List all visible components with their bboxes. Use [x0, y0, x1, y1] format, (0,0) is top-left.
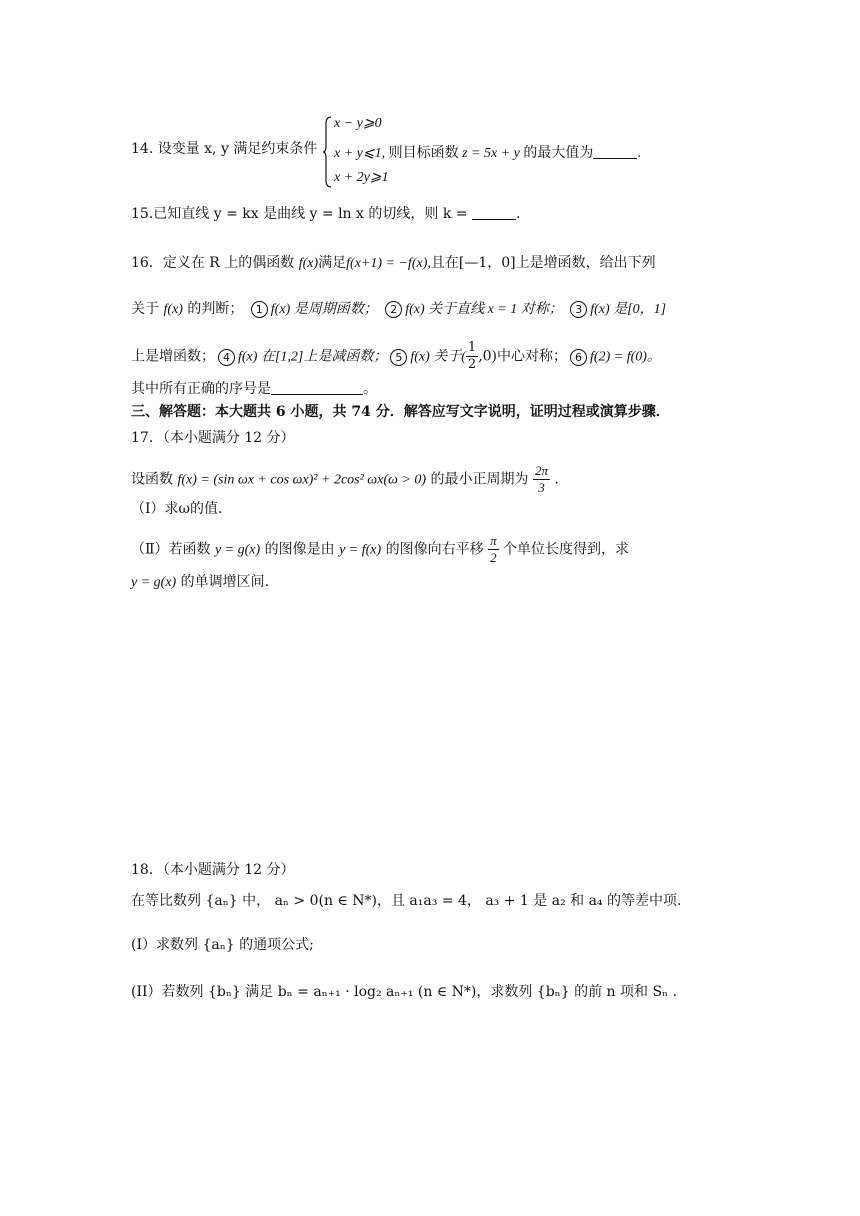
q16-line-2: 关于 f(x) 的判断； 1 f(x) 是周期函数； 2 f(x) 关于直线 x = 1 对称； 3 f(x) 是[0，1] [131, 301, 667, 317]
q16-line-3: 上是增函数； 4 f(x) 在[1,2]上是减函数； 5 f(x) 关于( $\frac{1}{2}$ ,0)中心对称； 6 f(2) = f(0)。 [131, 340, 661, 372]
q14-objective: z = 5x + y [462, 146, 520, 161]
q14-mid: 则目标函数 [388, 145, 459, 161]
q14-answer-blank[interactable] [593, 158, 637, 159]
q18-part-1: (I）求数列 {aₙ} 的通项公式; [131, 937, 314, 953]
q16-line-1: 16．定义在 R 上的偶函数 f(x)满足f(x+1) = −f(x),且在[—1，0]上是增函数，给出下列 [131, 255, 656, 271]
circled-6-icon: 6 [570, 349, 587, 366]
q17-title: 17．（本小题满分 12 分） [131, 430, 295, 446]
q18-statement: 在等比数列 {aₙ} 中， aₙ > 0(n ∈ N*)，且 a₁a₃ = 4， a₃ + 1 是 a₂ 和 a₄ 的等差中项. [131, 893, 682, 909]
circled-5-icon: 5 [390, 349, 407, 366]
q15-answer-blank[interactable] [472, 219, 516, 220]
q16-answer-blank[interactable] [271, 394, 363, 395]
q16-fraction-half: $\frac{1}{2}$ [467, 340, 477, 372]
circled-2-icon: 2 [385, 301, 402, 318]
q17-shift-fraction: $\frac{\pi}{2}$ [490, 533, 497, 565]
q15-text: 15.已知直线 y = kx 是曲线 y = ln x 的切线，则 k = . [131, 206, 521, 222]
q18-part-2: (II）若数列 {bₙ} 满足 bₙ = aₙ₊₁ · log₂ aₙ₊₁ (n ∈ N*)，求数列 {bₙ} 的前 n 项和 Sₙ . [131, 984, 677, 1000]
q17-statement: 设函数 f(x) = (sin ωx + cos ωx)² + 2cos² ωx(ω > 0) 的最小正周期为 $\frac{2\pi}{3}$ . [131, 463, 559, 495]
section-3-heading: 三、解答题：本大题共 6 小题，共 74 分．解答应写文字说明，证明过程或演算步骤． [131, 404, 670, 420]
left-brace-icon [322, 116, 332, 188]
q17-part-2-cont: y = g(x) 的单调增区间． [131, 574, 279, 590]
q18-title: 18．（本小题满分 12 分） [131, 862, 295, 878]
q16-line-4: 其中所有正确的序号是 。 [131, 381, 377, 397]
q17-part-1: （Ⅰ）求ω的值． [131, 501, 232, 517]
circled-3-icon: 3 [570, 301, 587, 318]
q14-prefix: 14. 设变量 x, y 满足约束条件 [131, 141, 318, 157]
q17-part-2: （Ⅱ）若函数 y = g(x) 的图像是由 y = f(x) 的图像向右平移 $\frac{\pi}{2}$ 个单位长度得到，求 [131, 533, 630, 565]
q14-constraint-1: x − y⩾0 [334, 116, 382, 131]
circled-4-icon: 4 [218, 349, 235, 366]
q17-period-fraction: $\frac{2\pi}{3}$ [534, 463, 548, 495]
q14-suffix: 的最大值为 [523, 145, 594, 161]
circled-1-icon: 1 [251, 301, 268, 318]
q14-constraint-3: x + 2y⩾1 [334, 170, 389, 185]
q14-constraint-2: x + y⩽1, 则目标函数 z = 5x + y 的最大值为 . [334, 145, 641, 161]
